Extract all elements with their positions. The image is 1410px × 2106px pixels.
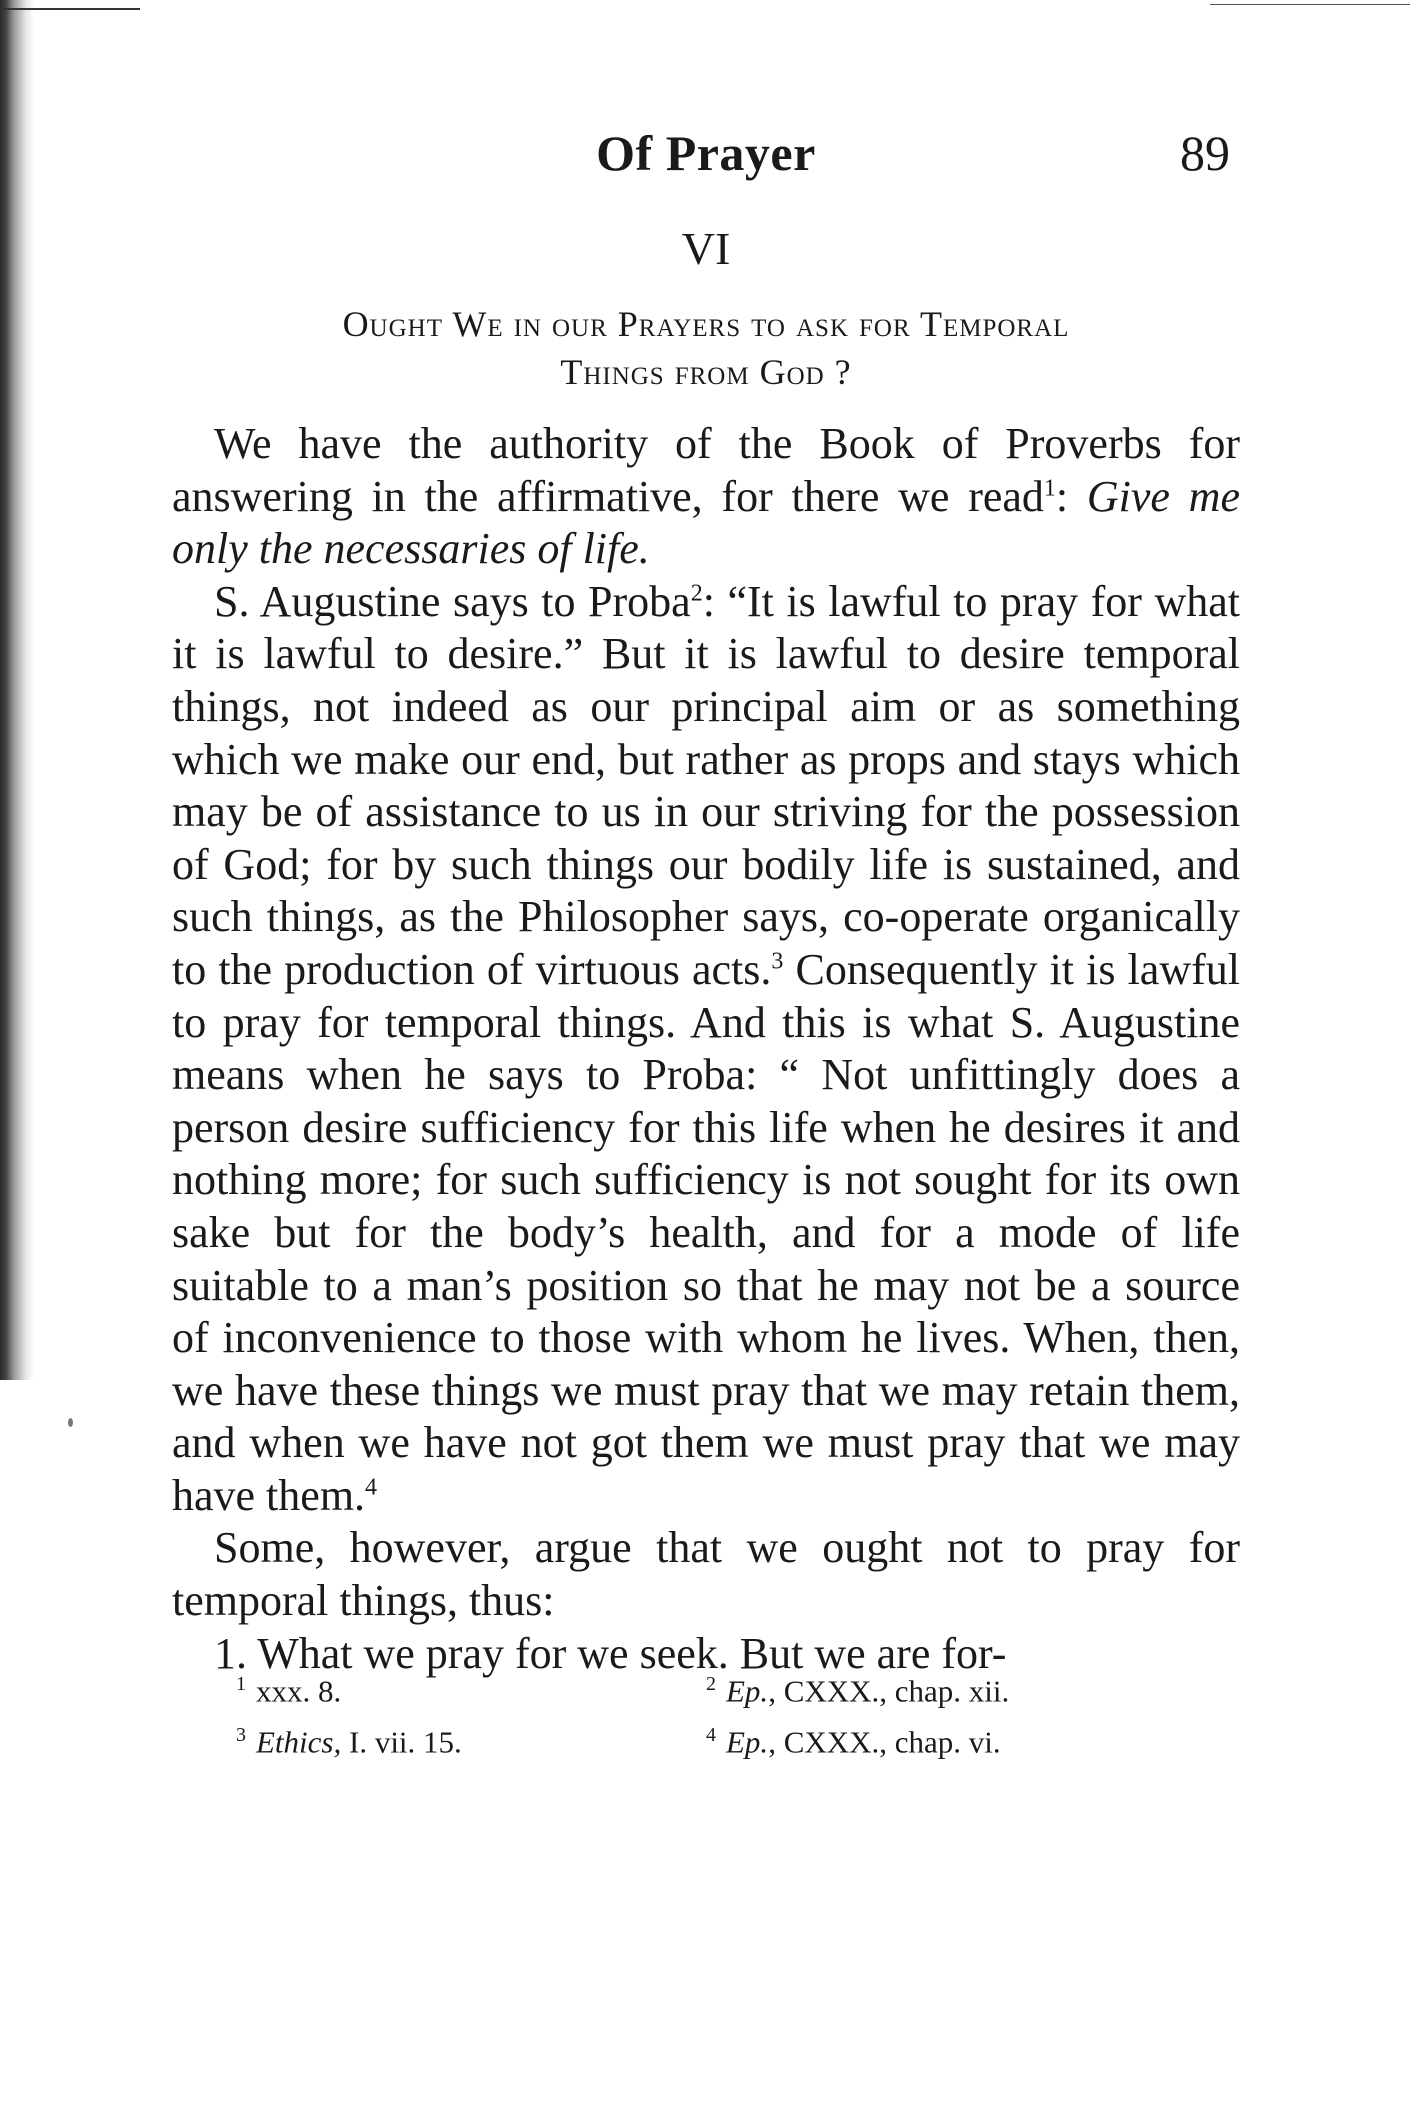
page-speck: [68, 1418, 73, 1427]
footnote-2: [706, 1662, 1176, 1713]
footnote-2-text: , CXXX., chap. xii.: [768, 1673, 1010, 1709]
footnote-3: [236, 1713, 706, 1764]
footnote-3-mark: 3: [236, 1724, 246, 1747]
body-text: [172, 418, 1240, 1680]
section-heading-line-2: Things from God ?: [560, 352, 852, 392]
running-title: Of Prayer: [596, 125, 816, 181]
section-number: VI: [681, 223, 731, 274]
top-left-rule: [0, 8, 140, 10]
section-heading: [172, 300, 1240, 396]
footnote-1-text: xxx. 8.: [256, 1673, 342, 1709]
footnote-ref-4: 4: [365, 1474, 378, 1501]
page-number: 89: [1180, 125, 1230, 181]
paragraph-1-quote: Give me only the necessaries of life.: [172, 471, 1240, 574]
footnote-ref-1: 1: [1043, 474, 1056, 501]
paragraph-1: [172, 418, 1240, 576]
paragraph-1-text: We have the authority of the Book of Proverbs for answering in the affirmative, for there we read: [172, 419, 1240, 521]
footnote-ref-2: 2: [690, 580, 703, 607]
footnote-row-2: [236, 1713, 1236, 1764]
footnote-3-text: I. vii. 15.: [341, 1724, 462, 1760]
footnote-4: [706, 1713, 1176, 1764]
footnote-1-mark: 1: [236, 1673, 246, 1695]
footnote-4-mark: 4: [706, 1724, 716, 1747]
paragraph-1-colon: :: [1055, 471, 1087, 521]
footnotes: [236, 1662, 1236, 1765]
footnote-4-work: Ep.: [726, 1724, 769, 1760]
footnote-3-work: Ethics,: [256, 1724, 342, 1760]
paragraph-2-part-a: S. Augustine says to Proba: [214, 576, 691, 626]
footnote-4-text: , CXXX., chap. vi.: [768, 1724, 1001, 1760]
footnote-ref-3: 3: [771, 948, 784, 975]
section-heading-line-1: Ought We in our Prayers to ask for Temporal: [342, 304, 1070, 344]
footnote-1: [236, 1662, 706, 1713]
footnote-2-work: Ep.: [726, 1673, 769, 1709]
paragraph-2: [172, 576, 1240, 1523]
top-right-rule: [1210, 4, 1410, 5]
page-binding-edge: [0, 0, 34, 1380]
paragraph-4: 1. What we pray for we seek. But we are for-: [214, 1628, 1007, 1678]
paragraph-2-part-b: : “It is lawful to pray for what it is lawful to desire.” But it is lawful to desire temporal things, not indeed as our principal aim or as something which we make our end, but rather as props and stays which may be of assistance to us in our striving for the possession of God; for by such things our bodily life is sustained, and such things, as the Philosopher says, co-operate organically to the production of virtuous acts.: [172, 576, 1241, 994]
running-head: [172, 124, 1240, 184]
footnote-2-mark: 2: [706, 1673, 716, 1695]
paragraph-2-part-c: Consequently it is lawful to pray for temporal things. And this is what S. Augustine means when he says to Proba: “ Not unfittingly does a person desire sufficiency for this life when he desires it and nothing more; for such sufficiency is not sought for its own sake but for the body’s health, and for a mode of life suitable to a man’s position so that he may not be a source of inconvenience to those with whom he lives. When, then, we have these things we must pray that we may retain them, and when we have not got them we must pray that we may have them.: [172, 944, 1240, 1520]
footnote-row-1: [236, 1662, 1236, 1713]
paragraph-3: Some, however, argue that we ought not to pray for temporal things, thus:: [172, 1523, 1240, 1626]
